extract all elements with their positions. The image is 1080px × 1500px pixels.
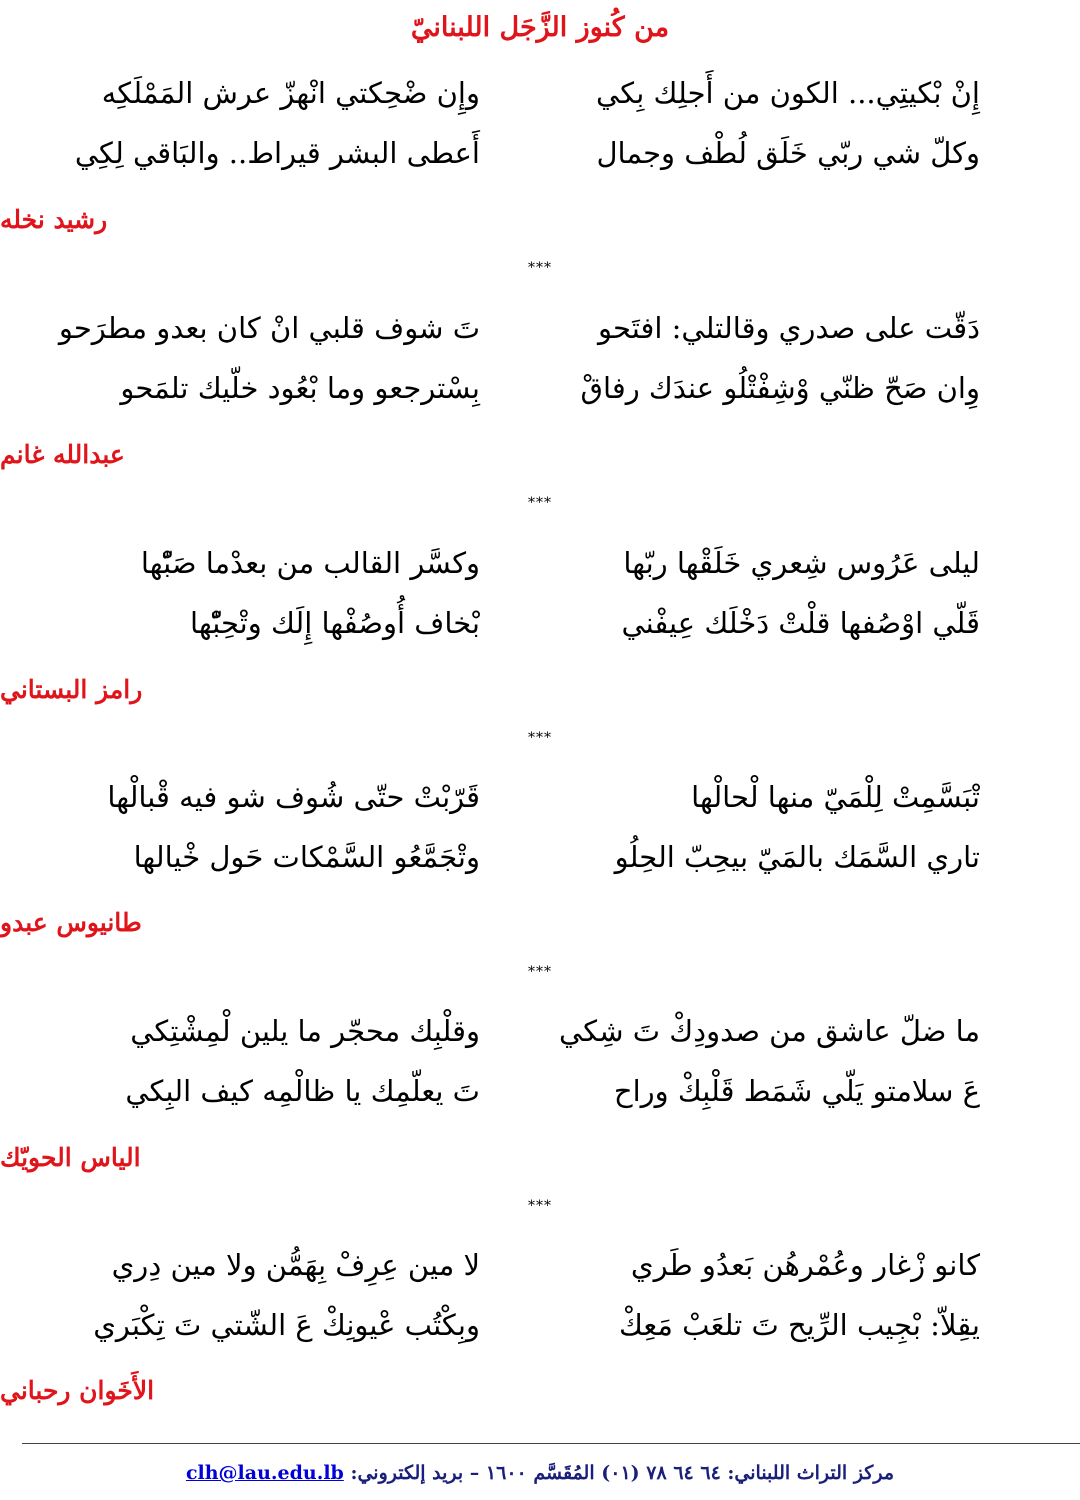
stanza-6 [0,1240,1080,1360]
poet-name-text: الأَخَوان رحباني [0,1376,155,1405]
verse-second-hemistich: وقلْبِك محجّر ما يلين لْمِشْتِكي [130,1014,480,1048]
verse-first-hemistich: ليلى عَرُوس شِعري خَلَقْها ربّها [623,546,980,580]
verse-second-hemistich: وكسَّر القالب من بعدْما صَبّْها [140,546,480,580]
footer [0,1462,1080,1484]
stanza-3 [0,538,1080,658]
verse-first-hemistich: وِان صَحّ ظنّي وْشِفْتْلُو عندَك رفاقْ [580,371,980,405]
verse-first-hemistich: عَ سلامتو يَلّي شَمَط قَلْبِكْ وراح [613,1074,980,1108]
verse-first-hemistich: وكلّ شي ربّي خَلَق لُطْف وجمال [596,136,980,170]
poet-name [0,1376,340,1405]
verse-line [0,1240,1080,1300]
poet-name [0,1143,340,1172]
verse-second-hemistich: وإِن ضْحِكتي انْهزّ عرش المَمْلَكِه [101,76,480,110]
verse-line [0,128,1080,188]
verse-line [0,1300,1080,1360]
footer-text: مركز التراث اللبناني: ٦٤ ٦٤ ٧٨ (٠١) المُقَسَّم ١٦٠٠ – بريد إلكتروني: [350,1462,895,1484]
verse-second-hemistich: لا مين عِرِفْ بِهَمُّن ولا مين دِري [111,1248,480,1282]
separator: *** [528,730,552,746]
poet-name-text: رشيد نخله [0,205,108,234]
verse-line [0,68,1080,128]
stanza-5 [0,1006,1080,1126]
stanza-2 [0,303,1080,423]
verse-first-hemistich: تاري السَّمَك بالمَيّ بيحِبّ الحِلُو [614,840,980,874]
poet-name [0,205,340,234]
verse-first-hemistich: إِنْ بْكيتِي... الكون من أَجلِك بِكي [596,76,980,110]
poet-name-text: الياس الحويّك [0,1143,141,1172]
verse-first-hemistich: كانو زْغار وعُمْرهُن بَعدُو طَري [630,1248,980,1282]
verse-second-hemistich: تَ يعلّمِك يا ظالْمِه كيف البِكي [125,1074,480,1108]
poet-name [0,675,340,704]
poet-name [0,440,340,469]
verse-first-hemistich: دَقّت على صدري وقالتلي: افتَحو [598,311,980,345]
verse-second-hemistich: وبِكْتُب عْيونِكْ عَ الشّتي تَ تِكْبَري [93,1308,480,1342]
verse-line [0,303,1080,363]
poet-name-text: عبدالله غانم [0,440,125,469]
verse-first-hemistich: يقِلاّ: بْجِيب الرِّيح تَ تلعَبْ مَعِكْ [618,1308,980,1342]
verse-second-hemistich: وتْجَمَّعُو السَّمْكات حَول خْيالها [133,840,480,874]
verse-line [0,363,1080,423]
poet-name [0,908,340,937]
stanza-4 [0,772,1080,892]
verse-second-hemistich: تَ شوف قلبي انْ كان بعدو مطرَحو [58,311,480,345]
poet-name-text: طانيوس عبدو [0,908,142,937]
page-title: من كُنوز الزَّجَل اللبنانيّ [410,12,670,43]
verse-second-hemistich: بْخاف أُوصُفْها إِلَك وتْحِبّْها [190,606,480,640]
verse-second-hemistich: أَعطى البشر قيراط.. والبَاقي لِكِي [74,136,480,170]
stanza-1 [0,68,1080,188]
verse-first-hemistich: قَلّي اوْصُفها قلْتْ دَخْلَك عِيفْني [621,606,980,640]
verse-first-hemistich: تْبَسَّمِتْ لِلْمَيّ منها لْحالْها [691,780,980,814]
footer-contact [186,1462,894,1484]
separator: *** [528,1198,552,1214]
separator: *** [528,260,552,276]
poet-name-text: رامز البستاني [0,675,143,704]
separator: *** [528,964,552,980]
verse-line [0,598,1080,658]
verse-line [0,832,1080,892]
verse-line [0,772,1080,832]
verse-line [0,1006,1080,1066]
verse-first-hemistich: ما ضلّ عاشق من صدودِكْ تَ شِكي [559,1014,980,1048]
footer-divider [22,1443,1080,1444]
verse-line [0,538,1080,598]
verse-second-hemistich: قَرّبْتْ حتّى شُوف شو فيه قْبالْها [107,780,480,814]
footer-email-link[interactable]: clh@lau.edu.lb [185,1462,344,1484]
separator: *** [528,495,552,511]
verse-second-hemistich: بِسْترجعو وما بْعُود خلّيك تلمَحو [120,371,480,405]
verse-line [0,1066,1080,1126]
